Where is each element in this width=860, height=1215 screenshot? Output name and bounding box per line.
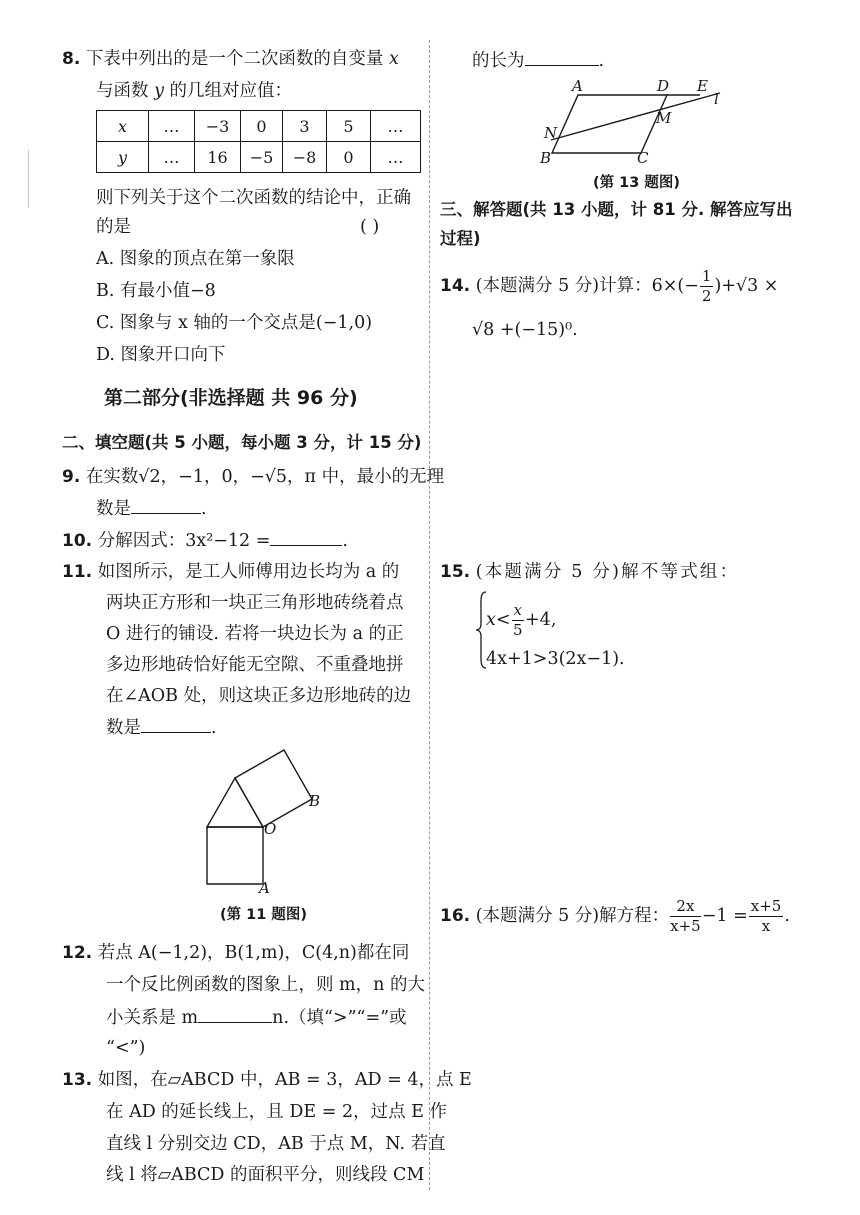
table-cell: −8 (283, 142, 327, 173)
label-c: C (637, 149, 649, 167)
part2-title: 第二部分(非选择题 共 96 分) (104, 387, 358, 409)
q13-line4: 线 l 将▱ABCD 的面积平分，则线段 CM (106, 1165, 425, 1185)
label-n: N (544, 124, 558, 142)
q8-line3: 则下列关于这个二次函数的结论中，正确 (96, 188, 411, 208)
table-cell: 16 (195, 142, 241, 173)
table-row (97, 111, 421, 142)
table-cell: … (371, 111, 421, 142)
inequality-2: 4x+1>3(2x−1). (486, 649, 625, 669)
label-l: l (714, 90, 719, 108)
q14-line1: 14. (本题满分 5 分)计算：6×(− $\frac{1}{2}$ )+√3 × (440, 267, 779, 305)
table-cell: … (149, 111, 195, 142)
table-cell: y (97, 142, 149, 173)
answer-parentheses: ( ) (360, 217, 380, 237)
option-c: C. 图象与 x 轴的一个交点是(−1,0) (96, 313, 373, 333)
q11-line2: 两块正方形和一块正三角形地砖绕着点 (106, 593, 404, 613)
option-a: A. 图象的顶点在第一象限 (96, 249, 295, 269)
table-cell: −5 (241, 142, 283, 173)
column-divider (429, 40, 430, 1190)
q8-line1: 8. 下表中列出的是一个二次函数的自变量 x (62, 49, 399, 69)
option-d: D. 图象开口向下 (96, 345, 226, 365)
label-e: E (697, 77, 708, 95)
answer-blank[interactable] (525, 48, 599, 66)
fraction: $\frac{2x}{x+5}$ (670, 897, 701, 935)
label-m: M (656, 109, 672, 127)
question-number: 8. (62, 49, 81, 69)
square-bottom (207, 827, 263, 884)
table-cell: 3 (283, 111, 327, 142)
fraction: $\frac{1}{2}$ (701, 267, 712, 305)
q15-line1: 15. (本题满分 5 分)解不等式组： (440, 562, 740, 582)
option-b: B. 有最小值−8 (96, 281, 216, 301)
q13-line3: 直线 l 分别交边 CD，AB 于点 M，N. 若直 (106, 1134, 446, 1154)
label-b: B (540, 149, 552, 167)
q10-line: 10. 分解因式：3x²−12 = . (62, 528, 348, 553)
q11-line4: 多边形地砖恰好能无空隙、不重叠地拼 (106, 655, 404, 675)
table-row (97, 142, 421, 173)
label-a: A (259, 879, 270, 897)
fraction: $\frac{x}{5}$ (513, 601, 523, 639)
q12-line1: 12. 若点 A(−1,2)，B(1,m)，C(4,n)都在同 (62, 943, 410, 963)
fig11-caption: (第 11 题图) (220, 907, 308, 923)
table-cell: −3 (195, 111, 241, 142)
square-top (235, 750, 312, 827)
q9-line1: 9. 在实数√2，−1，0，−√5，π 中，最小的无理 (62, 467, 445, 487)
table-cell: x (97, 111, 149, 142)
label-a: A (572, 77, 583, 95)
answer-blank[interactable] (141, 715, 211, 733)
q9-line2: 数是 . (96, 496, 207, 521)
label-b: B (309, 792, 321, 810)
q13-line2: 在 AD 的延长线上，且 DE = 2，过点 E 作 (106, 1102, 447, 1122)
section2-title: 二、填空题(共 5 小题，每小题 3 分，计 15 分) (62, 433, 422, 452)
fig13-caption: (第 13 题图) (593, 175, 681, 191)
triangle (207, 778, 263, 827)
q16-line: 16. (本题满分 5 分)解方程： $\frac{2x}{x+5}$ −1 = $\frac{x+5}{x}$ . (440, 897, 790, 935)
figure-11 (190, 745, 340, 895)
inequality-1: x< $\frac{x}{5}$ +4, (486, 601, 557, 639)
q13-line1: 13. 如图，在▱ABCD 中，AB = 3，AD = 4，点 E (62, 1070, 472, 1090)
table-cell: … (371, 142, 421, 173)
q12-line2: 一个反比例函数的图象上，则 m，n 的大 (106, 975, 425, 995)
q8-line2: 与函数 y 的几组对应值： (96, 81, 293, 101)
table-cell: 0 (241, 111, 283, 142)
q11-line1: 11. 如图所示，是工人师傅用边长均为 a 的 (62, 562, 400, 582)
q12-line3: 小关系是 m n.（填“>”“=”或 (106, 1005, 407, 1030)
answer-blank[interactable] (270, 528, 342, 546)
q13-continued: 的长为 . (472, 48, 604, 73)
answer-blank[interactable] (198, 1005, 272, 1023)
fraction: $\frac{x+5}{x}$ (750, 897, 782, 935)
section3-line1: 三、解答题(共 13 小题，计 81 分. 解答应写出 (440, 200, 793, 219)
table-cell: 0 (327, 142, 371, 173)
label-d: D (657, 77, 670, 95)
q14-line2: √8 +(−15)⁰. (472, 320, 578, 340)
q11-line5: 在∠AOB 处，则这块正多边形地砖的边 (106, 686, 412, 706)
table-cell: 5 (327, 111, 371, 142)
label-o: O (264, 820, 277, 838)
q8-line4: 的是 (96, 217, 131, 237)
q11-line6: 数是 . (106, 715, 217, 740)
figure-13 (530, 78, 730, 168)
table-cell: … (149, 142, 195, 173)
answer-blank[interactable] (131, 496, 201, 514)
q11-line3: O 进行的铺设. 若将一块边长为 a 的正 (106, 624, 404, 644)
value-table (96, 110, 421, 173)
q12-line4: “<”) (106, 1038, 146, 1058)
margin-mark (28, 150, 29, 208)
section3-line2: 过程) (440, 229, 481, 248)
